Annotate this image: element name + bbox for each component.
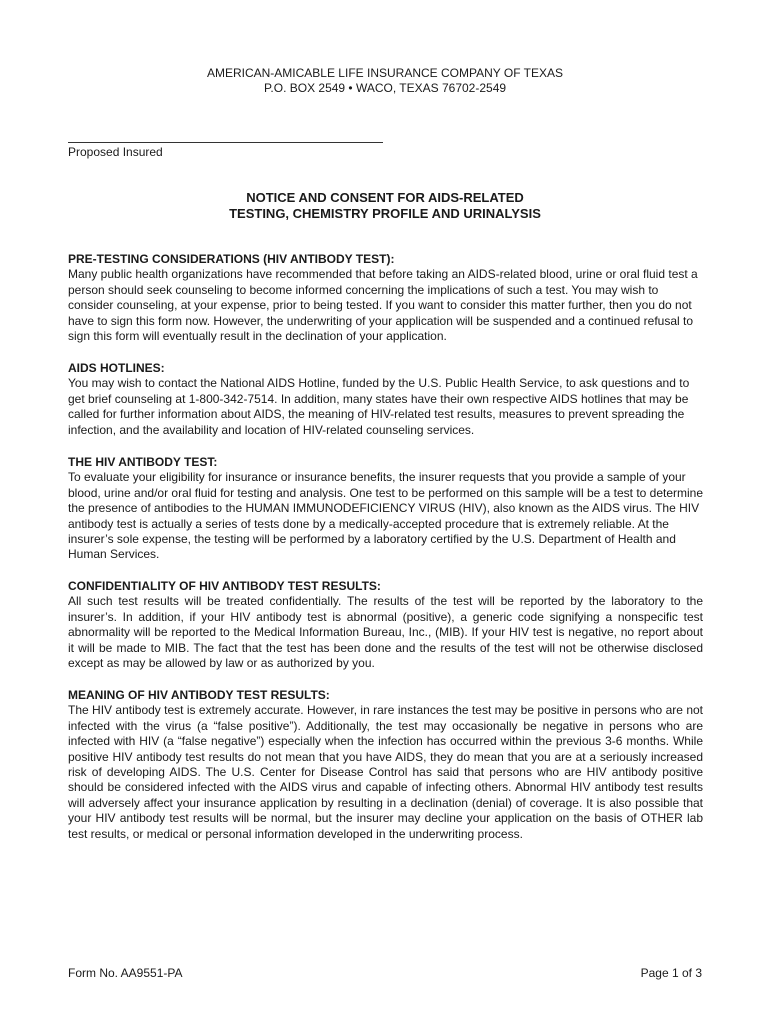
- title-line-2: TESTING, CHEMISTRY PROFILE AND URINALYSIS: [229, 206, 541, 221]
- signature-label: Proposed Insured: [68, 145, 163, 159]
- section-heading: AIDS HOTLINES:: [68, 361, 165, 375]
- section-pre-testing: [68, 252, 703, 344]
- company-address: P.O. BOX 2549 • WACO, TEXAS 76702-2549: [263, 81, 507, 95]
- section-heading: THE HIV ANTIBODY TEST:: [68, 455, 218, 469]
- section-heading: MEANING OF HIV ANTIBODY TEST RESULTS:: [68, 688, 330, 702]
- section-body: You may wish to contact the National AIDS Hotline, funded by the U.S. Public Health Service, to ask questions and to get brief counseling at 1-800-342-7514. In addition, many states have their own respective AIDS hotlines that may be called for further information about AIDS, the meaning of HIV-related test results, measures to prevent spreading the infection, and the availability and location of HIV-related counseling services.: [68, 376, 690, 437]
- section-body: The HIV antibody test is extremely accurate. However, in rare instances the test may be positive in persons who are not infected with the virus (a “false positive”). Additionally, the test may occasionally be negative in persons who are infected with HIV (a “false negative”) especially when the infection has occurred within the previous 3-6 months. While positive HIV antibody test results do not mean that you have AIDS, they do mean that you are at a seriously increased risk of developing AIDS. The U.S. Center for Disease Control has said that persons who are HIV antibody positive should be considered infected with the AIDS virus and capable of infecting others. Abnormal HIV antibody test results will adversely affect your insurance application by resulting in a declination (denial) of coverage. It is also possible that your HIV antibody test results will be normal, but the insurer may decline your application on the basis of OTHER lab test results, or medical or personal information developed in the underwriting process.: [68, 703, 703, 841]
- signature-line[interactable]: [68, 142, 383, 143]
- section-heading: CONFIDENTIALITY OF HIV ANTIBODY TEST RESULTS:: [68, 579, 381, 593]
- section-body: To evaluate your eligibility for insurance or insurance benefits, the insurer requests that you provide a sample of your blood, urine and/or oral fluid for testing and analysis. One test to be performed on this sample will be a test to determine the presence of antibodies to the HUMAN IMMUNODEFICIENCY VIRUS (HIV), also known as the AIDS virus. The HIV antibody test is actually a series of tests done by a medically-accepted procedure that is extremely reliable. At the insurer’s sole expense, the testing will be performed by a laboratory certified by the U.S. Department of Health and Human Services.: [68, 470, 704, 562]
- section-confidentiality: [68, 579, 703, 671]
- document-title: [0, 190, 770, 222]
- section-body: All such test results will be treated confidentially. The results of the test will be reported by the laboratory to the insurer’s. In addition, if your HIV antibody test is abnormal (positive), a generic code signifying a nonspecific test abnormality will be reported to the Medical Information Bureau, Inc., (MIB). If your HIV test is negative, no report about it will be made to MIB. The fact that the test has been done and the results of the test will not be otherwise disclosed except as may be allowed by law or as authorized by you.: [68, 594, 703, 671]
- company-header: [0, 66, 770, 96]
- section-meaning-of-results: [68, 688, 703, 842]
- company-name: AMERICAN-AMICABLE LIFE INSURANCE COMPANY OF TEXAS: [206, 66, 564, 80]
- section-hiv-antibody-test: [68, 455, 703, 563]
- section-aids-hotlines: [68, 361, 703, 438]
- title-line-1: NOTICE AND CONSENT FOR AIDS-RELATED: [246, 190, 524, 205]
- section-body: Many public health organizations have recommended that before taking an AIDS-related blood, urine or oral fluid test a person should seek counseling to become informed concerning the implications of such a test. You may wish to consider counseling, at your expense, prior to being tested. If you want to consider this matter further, then you do not have to sign this form now. However, the underwriting of your application will be suspended and a continued refusal to sign this form will eventually result in the declination of your application.: [68, 267, 698, 344]
- page-number: Page 1 of 3: [640, 966, 702, 980]
- section-heading: PRE-TESTING CONSIDERATIONS (HIV ANTIBODY TEST):: [68, 252, 395, 266]
- form-number: Form No. AA9551-PA: [68, 966, 183, 980]
